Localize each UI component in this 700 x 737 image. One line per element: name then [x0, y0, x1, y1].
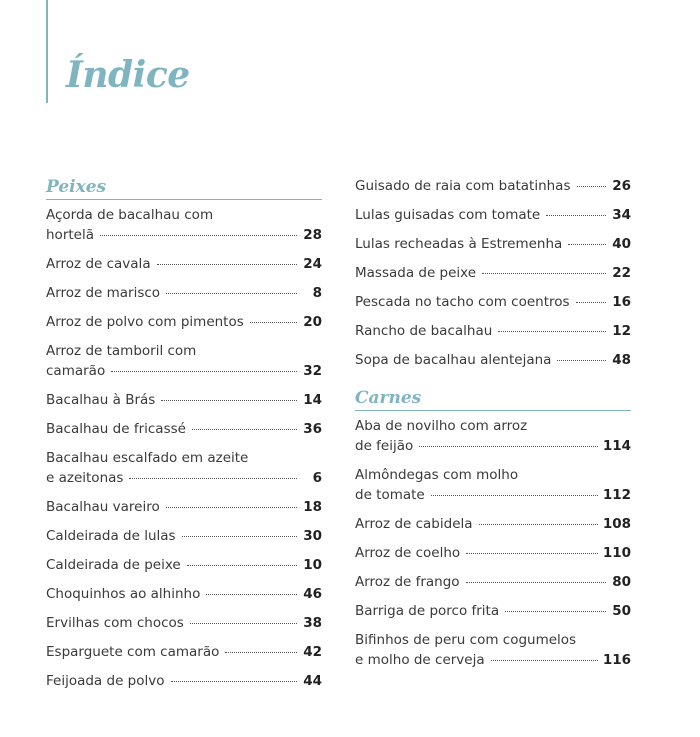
toc-entry-title: Sopa de bacalhau alentejana — [355, 352, 552, 368]
toc-entry[interactable] — [46, 584, 322, 604]
toc-page-number: 46 — [303, 586, 322, 602]
page-title: Índice — [66, 54, 190, 96]
toc-page-number: 116 — [602, 652, 631, 668]
toc-entry-title: Bifinhos de peru com cogumelos — [355, 632, 577, 648]
toc-page-number: 22 — [612, 265, 631, 281]
toc-entry-title: Arroz de polvo com pimentos — [46, 314, 244, 330]
toc-entry-title-continued: de feijão — [355, 438, 414, 454]
toc-page-number: 24 — [303, 256, 322, 272]
toc-entry[interactable] — [46, 448, 322, 488]
toc-page-number: 80 — [612, 574, 631, 590]
toc-entry[interactable] — [46, 283, 322, 303]
toc-entry-title: Rancho de bacalhau — [355, 323, 493, 339]
toc-entry[interactable] — [355, 205, 631, 225]
toc-entry[interactable] — [355, 234, 631, 254]
toc-entry[interactable] — [355, 321, 631, 341]
toc-entry[interactable] — [46, 642, 322, 662]
toc-page-number: 26 — [612, 178, 631, 194]
toc-page-number: 44 — [303, 673, 322, 689]
toc-entry-title: Aba de novilho com arroz — [355, 418, 528, 434]
dot-leader — [166, 507, 297, 508]
toc-page-number: 50 — [612, 603, 631, 619]
toc-entry-title: Arroz de marisco — [46, 285, 161, 301]
toc-entry-title: Caldeirada de peixe — [46, 557, 181, 573]
toc-entry-title-continued: hortelã — [46, 227, 94, 243]
toc-page-number: 110 — [602, 545, 631, 561]
toc-entry-title: Choquinhos ao alhinho — [46, 586, 201, 602]
toc-entry-title: Bacalhau à Brás — [46, 392, 156, 408]
toc-entry-title: Barriga de porco frita — [355, 603, 500, 619]
toc-page-number: 40 — [612, 236, 631, 252]
dot-leader — [250, 322, 297, 323]
right-column — [355, 176, 631, 679]
toc-entry[interactable] — [46, 526, 322, 546]
toc-page-number: 30 — [303, 528, 322, 544]
toc-page-number: 108 — [602, 516, 631, 532]
toc-entry[interactable] — [355, 350, 631, 370]
toc-entry[interactable] — [355, 572, 631, 592]
dot-leader — [192, 429, 297, 430]
dot-leader — [505, 611, 606, 612]
dot-leader — [100, 235, 297, 236]
dot-leader — [187, 565, 297, 566]
toc-entry-title: Pescada no tacho com coentros — [355, 294, 570, 310]
dot-leader — [182, 536, 297, 537]
toc-entry-title: Lulas recheadas à Estremenha — [355, 236, 563, 252]
toc-entry[interactable] — [355, 292, 631, 312]
toc-entry-title-continued: e azeitonas — [46, 470, 124, 486]
toc-entry[interactable] — [46, 613, 322, 633]
dot-leader — [206, 594, 297, 595]
dot-leader — [161, 400, 297, 401]
dot-leader — [129, 478, 297, 479]
dot-leader — [157, 264, 297, 265]
toc-entry-title: Bacalhau de fricassé — [46, 421, 186, 437]
toc-entry[interactable] — [355, 601, 631, 621]
dot-leader — [576, 302, 606, 303]
toc-page-number: 12 — [612, 323, 631, 339]
dot-leader — [482, 273, 606, 274]
dot-leader — [171, 681, 298, 682]
toc-list-peixes — [46, 205, 322, 691]
toc-entry-title: Arroz de tamboril com — [46, 343, 197, 359]
toc-entry-title: Bacalhau escalfado em azeite — [46, 450, 249, 466]
toc-entry[interactable] — [46, 312, 322, 332]
dot-leader — [577, 186, 607, 187]
toc-page-number: 10 — [303, 557, 322, 573]
toc-entry[interactable] — [355, 416, 631, 456]
toc-entry[interactable] — [355, 176, 631, 196]
dot-leader — [419, 446, 598, 447]
toc-entry[interactable] — [46, 205, 322, 245]
toc-entry[interactable] — [46, 497, 322, 517]
toc-page-number: 8 — [312, 285, 322, 301]
toc-page-number: 42 — [303, 644, 322, 660]
toc-entry[interactable] — [46, 341, 322, 381]
toc-entry[interactable] — [46, 555, 322, 575]
toc-entry-title: Ervilhas com chocos — [46, 615, 184, 631]
dot-leader — [466, 582, 606, 583]
toc-entry[interactable] — [355, 514, 631, 534]
toc-entry[interactable] — [46, 390, 322, 410]
section-heading-peixes: Peixes — [46, 176, 322, 200]
toc-page-number: 18 — [303, 499, 322, 515]
toc-entry-title: Açorda de bacalhau com — [46, 207, 214, 223]
toc-entry-title: Almôndegas com molho — [355, 467, 519, 483]
toc-list-carnes — [355, 416, 631, 670]
toc-entry[interactable] — [46, 419, 322, 439]
toc-entry-title-continued: camarão — [46, 363, 106, 379]
dot-leader — [111, 371, 297, 372]
toc-entry[interactable] — [355, 543, 631, 563]
toc-entry-title: Guisado de raia com batatinhas — [355, 178, 571, 194]
toc-page-number: 16 — [612, 294, 631, 310]
dot-leader — [225, 652, 297, 653]
toc-page-number: 112 — [602, 487, 631, 503]
toc-page-number: 36 — [303, 421, 322, 437]
title-accent-bar — [46, 0, 48, 103]
toc-entry-title: Massada de peixe — [355, 265, 477, 281]
toc-page-number: 14 — [303, 392, 322, 408]
toc-entry-title: Esparguete com camarão — [46, 644, 220, 660]
dot-leader — [546, 215, 606, 216]
toc-entry-title: Arroz de coelho — [355, 545, 461, 561]
toc-entry[interactable] — [355, 263, 631, 283]
dot-leader — [498, 331, 606, 332]
toc-entry[interactable] — [355, 630, 631, 670]
toc-list-peixes-continued — [355, 176, 631, 370]
dot-leader — [568, 244, 606, 245]
left-column — [46, 176, 322, 700]
toc-entry-title: Arroz de cabidela — [355, 516, 473, 532]
dot-leader — [479, 524, 598, 525]
toc-entry[interactable] — [46, 254, 322, 274]
toc-entry-title-continued: e molho de cerveja — [355, 652, 485, 668]
section-heading-carnes: Carnes — [355, 387, 631, 411]
dot-leader — [557, 360, 606, 361]
dot-leader — [190, 623, 297, 624]
dot-leader — [466, 553, 598, 554]
toc-entry-title: Bacalhau vareiro — [46, 499, 160, 515]
toc-entry-title: Caldeirada de lulas — [46, 528, 176, 544]
toc-page-number: 6 — [312, 470, 322, 486]
toc-page-number: 38 — [303, 615, 322, 631]
dot-leader — [431, 495, 598, 496]
toc-entry[interactable] — [355, 465, 631, 505]
toc-entry-title: Lulas guisadas com tomate — [355, 207, 541, 223]
toc-page-number: 20 — [303, 314, 322, 330]
dot-leader — [491, 660, 598, 661]
toc-entry[interactable] — [46, 671, 322, 691]
toc-entry-title-continued: de tomate — [355, 487, 425, 503]
toc-page-number: 48 — [612, 352, 631, 368]
toc-page-number: 114 — [602, 438, 631, 454]
toc-entry-title: Arroz de frango — [355, 574, 460, 590]
toc-entry-title: Feijoada de polvo — [46, 673, 165, 689]
toc-page-number: 28 — [303, 227, 322, 243]
toc-page-number: 32 — [303, 363, 322, 379]
dot-leader — [166, 293, 297, 294]
toc-page-number: 34 — [612, 207, 631, 223]
toc-entry-title: Arroz de cavala — [46, 256, 151, 272]
